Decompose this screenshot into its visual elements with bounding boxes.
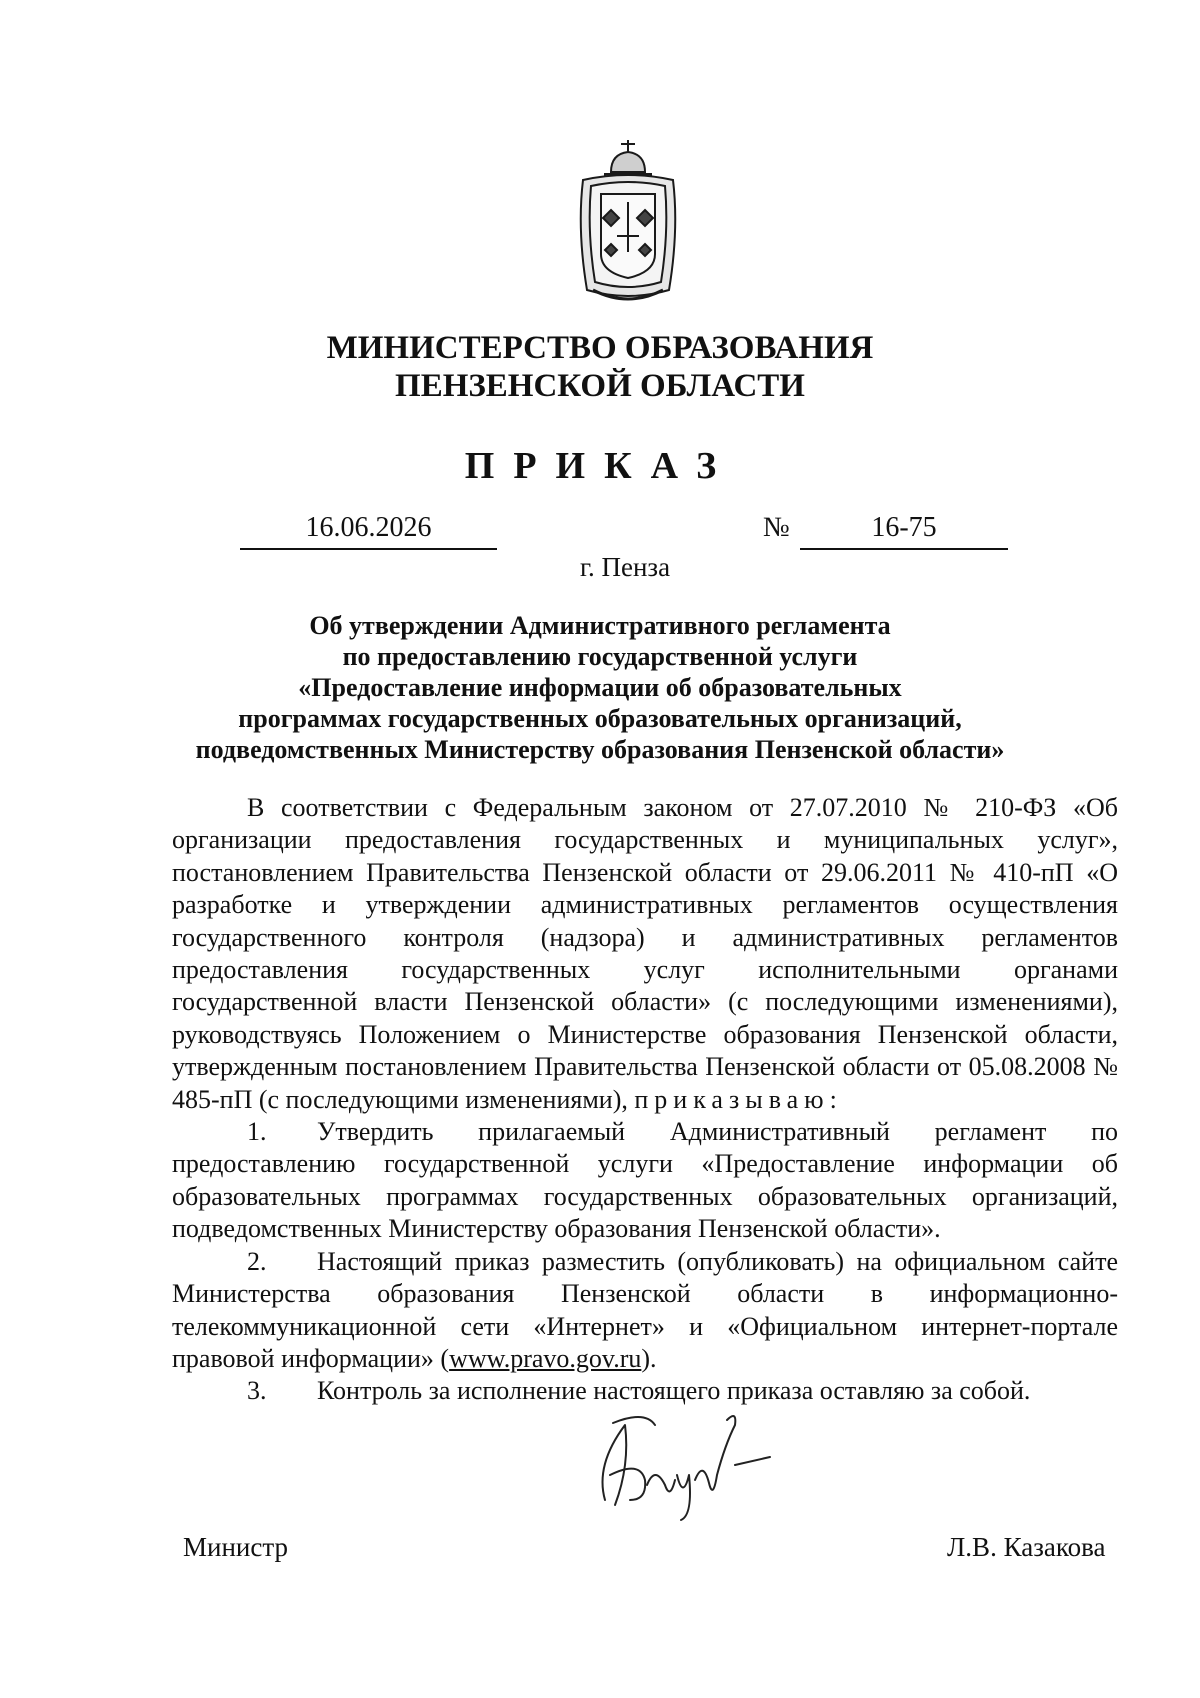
item-text: Контроль за исполнение настоящего приказа оставляю за собой. [317,1376,1031,1406]
order-body [172,792,1118,1408]
item-text: Настоящий приказ разместить (опубликовать) на официальном сайте Министерства образования Пензенской области в информационно-телекоммуникационной сети «Интернет» и «Официальном интернет-портале правовой информации» ( [172,1246,1118,1373]
order-subject [150,610,1050,765]
item-2 [172,1246,1118,1376]
subject-line: по предоставлению государственной услуги [342,642,858,671]
coat-of-arms-icon [573,140,683,308]
city-label: г. Пенза [579,552,671,582]
order-number: 16-75 [800,510,1008,550]
preamble-paragraph [172,792,1118,1116]
subject-line: Об утверждении Административного регламента [309,611,891,640]
ministry-name-line1: МИНИСТЕРСТВО ОБРАЗОВАНИЯ [326,330,874,366]
item-number: 1. [247,1117,267,1147]
ministry-name-line2: ПЕНЗЕНСКОЙ ОБЛАСТИ [395,368,805,404]
pravo-link[interactable]: www.pravo.gov.ru [449,1343,642,1373]
preamble-text: В соответствии с Федеральным законом от 27.07.2010 № 210-ФЗ «Об организации предоставления государственных и муниципальных услуг», постановлением Правительства Пензенской области от 29.06.2011 № 410-пП «О разработке и утверждении административных регламентов осуществления государственного контроля (надзора) и административных регламентов предоставления государственных услуг исполнительными органами государственной власти Пензенской области» (с последующими изменениями), руководствуясь Положением о Министерстве образования Пензенской области, утвержденным постановлением Правительства Пензенской области от 05.08.2008 № 485-пП (с последующими изменениями), [172,793,1118,1114]
item-text-end: ). [641,1343,657,1373]
order-date: 16.06.2026 [240,510,497,550]
item-number: 3. [247,1376,267,1406]
signatory-title: Министр [183,1532,288,1562]
handwritten-signature [585,1405,785,1525]
signatory-name: Л.В. Казакова [947,1532,1106,1562]
item-number: 2. [247,1246,267,1276]
subject-line: программах государственных образовательных организаций, [238,704,962,733]
number-sign: № [763,512,790,543]
item-3 [172,1375,1118,1407]
subject-line: «Предоставление информации об образовательных [298,673,902,702]
item-text: Утвердить прилагаемый Административный регламент по предоставлению государственной услуги «Предоставление информации об образовательных программах государственных образовательных организаций, подведомственных Министерству образования Пензенской области». [172,1117,1118,1244]
document-type-title: ПРИКАЗ [464,445,736,487]
item-1 [172,1116,1118,1246]
subject-line: подведомственных Министерству образования Пензенской области» [195,735,1005,764]
order-word: приказываю: [634,1084,843,1114]
